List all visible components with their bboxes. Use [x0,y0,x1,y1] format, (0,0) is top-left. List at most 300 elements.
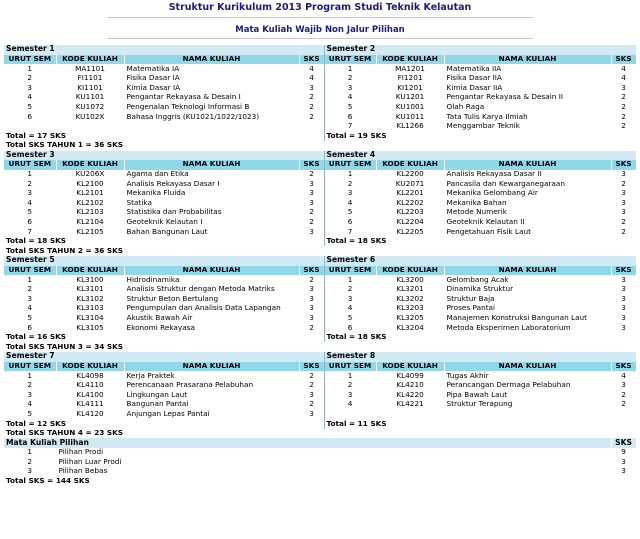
nama-kuliah-cell: Analisis Rekayasa Dasar I [124,179,299,189]
nama-kuliah-cell: Pengenalan Teknologi Informasi B [124,103,299,113]
year-total: Total SKS TAHUN 2 = 36 SKS [4,246,636,256]
column-header-row [4,266,636,276]
urut-sem-header: URUT SEM [324,55,376,65]
kode-kuliah-cell: KL3204 [376,323,444,333]
kode-kuliah-cell: KL3202 [376,294,444,304]
table-row [4,381,636,391]
kode-kuliah-header: KODE KULIAH [376,266,444,276]
urut-sem-cell: 1 [324,170,376,180]
urut-sem-cell: 1 [4,371,56,381]
sks-cell: 2 [299,93,324,103]
sks-cell: 3 [611,83,636,93]
table-row [4,93,636,103]
sks-cell: 2 [299,400,324,410]
semester-total: Total = 19 SKS [324,131,636,141]
semester-title: Semester 3 [4,151,324,161]
urut-sem-cell: 2 [4,285,56,295]
grand-total-row [4,477,636,487]
nama-kuliah-cell: Gelombang Acak [444,275,611,285]
pilihan-row [4,458,636,468]
urut-sem-cell: 2 [324,179,376,189]
sks-cell: 3 [611,285,636,295]
sks-header: SKS [299,266,324,276]
sks-cell: 4 [611,74,636,84]
urut-sem-cell: 4 [4,199,56,209]
nama-kuliah-cell: Pengantar Rekayasa & Desain I [124,93,299,103]
sks-cell: 2 [299,275,324,285]
kode-kuliah-cell: KL2102 [56,199,124,209]
nama-kuliah-cell: Pancasila dan Kewarganegaraan [444,179,611,189]
kode-kuliah-cell: KL3205 [376,314,444,324]
nama-kuliah-cell: Pengetahuan Fisik Laut [444,227,611,237]
kode-kuliah-cell: KL2103 [56,208,124,218]
semester-total: Total = 11 SKS [324,419,636,429]
kode-kuliah-cell: KL3200 [376,275,444,285]
sks-header: SKS [611,55,636,65]
kode-kuliah-cell: KL4110 [56,381,124,391]
kode-kuliah-header: KODE KULIAH [56,160,124,170]
urut-sem-cell: 7 [324,227,376,237]
nama-kuliah-cell: Mekanika Fluida [124,189,299,199]
kode-kuliah-cell: KI1201 [376,83,444,93]
nama-kuliah-cell [124,122,299,132]
urut-sem-cell: 4 [324,93,376,103]
urut-sem-cell: 4 [324,304,376,314]
kode-kuliah-cell: KL3103 [56,304,124,314]
pilihan-number-cell: 3 [4,467,56,477]
pilihan-title-row [4,438,636,448]
semester-total-row [4,131,636,141]
nama-kuliah-cell: Metode Numerik [444,208,611,218]
pilihan-row [4,448,636,458]
sks-header: SKS [299,55,324,65]
nama-kuliah-cell: Bahan Bangunan Laut [124,227,299,237]
semester-title: Semester 6 [324,256,636,266]
urut-sem-cell: 2 [324,381,376,391]
sks-cell: 4 [611,64,636,74]
curriculum-body [4,45,636,486]
table-row [4,74,636,84]
semester-total-row [4,419,636,429]
kode-kuliah-cell [376,410,444,420]
kode-kuliah-header: KODE KULIAH [56,266,124,276]
nama-kuliah-header: NAMA KULIAH [444,55,611,65]
kode-kuliah-cell: KL3102 [56,294,124,304]
urut-sem-cell: 3 [324,83,376,93]
urut-sem-cell: 5 [324,314,376,324]
table-row [4,323,636,333]
nama-kuliah-cell: Kimia Dasar IIA [444,83,611,93]
kode-kuliah-cell: KL2202 [376,199,444,209]
sks-cell: 4 [611,371,636,381]
urut-sem-cell: 4 [4,93,56,103]
column-header-row [4,55,636,65]
sks-cell: 3 [299,199,324,209]
nama-kuliah-cell: Kimia Dasar IA [124,83,299,93]
nama-kuliah-cell: Bangunan Pantai [124,400,299,410]
table-row [4,64,636,74]
curriculum-table [4,45,637,486]
urut-sem-cell [4,122,56,132]
nama-kuliah-cell: Manajemen Konstruksi Bangunan Laut [444,314,611,324]
sks-cell: 3 [299,189,324,199]
kode-kuliah-cell: KL2100 [56,179,124,189]
sks-cell: 2 [611,179,636,189]
kode-kuliah-cell: KL4099 [376,371,444,381]
nama-kuliah-cell: Statistika dan Probabilitas [124,208,299,218]
sks-cell: 2 [299,381,324,391]
kode-kuliah-cell: KL4098 [56,371,124,381]
year-total-row [4,246,636,256]
table-row [4,218,636,228]
sks-cell: 2 [611,93,636,103]
urut-sem-cell: 1 [4,275,56,285]
urut-sem-cell: 3 [324,294,376,304]
table-row [4,179,636,189]
nama-kuliah-cell: Proses Pantai [444,304,611,314]
urut-sem-cell: 3 [4,294,56,304]
kode-kuliah-cell: KL3101 [56,285,124,295]
nama-kuliah-cell: Analisis Rekayasa Dasar II [444,170,611,180]
urut-sem-cell: 1 [324,371,376,381]
kode-kuliah-cell: KU1101 [56,93,124,103]
kode-kuliah-cell: KL4220 [376,390,444,400]
kode-kuliah-cell: KU1072 [56,103,124,113]
sks-cell: 3 [611,381,636,391]
sks-cell: 3 [611,294,636,304]
semester-total: Total = 18 SKS [324,333,636,343]
kode-kuliah-header: KODE KULIAH [56,55,124,65]
kode-kuliah-cell: KL2203 [376,208,444,218]
pilihan-name-cell: Pilihan Luar Prodi [56,458,611,468]
nama-kuliah-cell: Mekanika Gelombang Air [444,189,611,199]
sks-cell: 3 [299,294,324,304]
urut-sem-cell: 5 [324,208,376,218]
urut-sem-cell: 3 [324,390,376,400]
kode-kuliah-cell [56,122,124,132]
nama-kuliah-header: NAMA KULIAH [444,362,611,372]
sks-cell: 3 [611,314,636,324]
sks-cell: 3 [611,323,636,333]
semester-total-row [4,237,636,247]
kode-kuliah-cell: KL3203 [376,304,444,314]
sks-cell [299,122,324,132]
urut-sem-cell: 4 [4,304,56,314]
nama-kuliah-cell: Struktur Terapung [444,400,611,410]
year-total: Total SKS TAHUN 4 = 23 SKS [4,429,636,439]
kode-kuliah-cell: MA1201 [376,64,444,74]
kode-kuliah-cell: KL2105 [56,227,124,237]
urut-sem-cell: 2 [4,179,56,189]
table-row [4,189,636,199]
urut-sem-cell: 4 [324,199,376,209]
pilihan-name-cell: Pilihan Prodi [56,448,611,458]
urut-sem-cell: 1 [324,275,376,285]
urut-sem-header: URUT SEM [324,362,376,372]
urut-sem-cell: 3 [324,189,376,199]
pilihan-number-cell: 1 [4,448,56,458]
urut-sem-cell: 1 [4,64,56,74]
year-total-row [4,141,636,151]
curriculum-grid [4,45,636,486]
nama-kuliah-cell: Fisika Dasar IIA [444,74,611,84]
urut-sem-cell: 7 [324,122,376,132]
sks-cell: 3 [299,227,324,237]
sks-cell: 2 [611,218,636,228]
table-row [4,83,636,93]
semester-title-row [4,151,636,161]
subtitle-divider [108,38,533,39]
table-row [4,371,636,381]
sks-cell: 2 [611,390,636,400]
kode-kuliah-cell: MA1101 [56,64,124,74]
kode-kuliah-cell: KL4100 [56,390,124,400]
table-row [4,400,636,410]
page-title: Struktur Kurikulum 2013 Program Studi Teknik Kelautan [168,2,472,13]
sks-cell: 2 [299,103,324,113]
semester-title-row [4,45,636,55]
sks-cell: 3 [299,410,324,420]
pilihan-sks-cell: 3 [611,467,636,477]
sks-cell: 3 [611,208,636,218]
sks-cell: 3 [299,390,324,400]
nama-kuliah-cell: Menggambar Teknik [444,122,611,132]
urut-sem-cell: 2 [4,74,56,84]
nama-kuliah-cell: Hidrodinamika [124,275,299,285]
pilihan-sks-cell: 3 [611,458,636,468]
kode-kuliah-cell: KL4210 [376,381,444,391]
urut-sem-cell: 6 [4,218,56,228]
sks-header: SKS [299,362,324,372]
nama-kuliah-cell: Pengantar Rekayasa & Desain II [444,93,611,103]
kode-kuliah-cell: KL4221 [376,400,444,410]
kode-kuliah-cell: KU206X [56,170,124,180]
urut-sem-cell: 6 [324,112,376,122]
table-row [4,122,636,132]
grand-total: Total SKS = 144 SKS [4,477,636,487]
nama-kuliah-cell: Kerja Praktek [124,371,299,381]
kode-kuliah-cell: KL4120 [56,410,124,420]
sks-cell: 2 [611,103,636,113]
kode-kuliah-cell: KU1001 [376,103,444,113]
urut-sem-cell: 5 [4,103,56,113]
nama-kuliah-cell: Matematika IIA [444,64,611,74]
sks-cell: 3 [611,189,636,199]
nama-kuliah-header: NAMA KULIAH [124,362,299,372]
kode-kuliah-header: KODE KULIAH [376,160,444,170]
kode-kuliah-header: KODE KULIAH [376,362,444,372]
year-total: Total SKS TAHUN 1 = 36 SKS [4,141,636,151]
urut-sem-cell: 4 [4,400,56,410]
semester-title: Semester 1 [4,45,324,55]
semester-total-row [4,333,636,343]
table-row [4,170,636,180]
semester-total: Total = 18 SKS [324,237,636,247]
nama-kuliah-header: NAMA KULIAH [124,55,299,65]
sks-cell: 4 [299,74,324,84]
year-total: Total SKS TAHUN 3 = 34 SKS [4,342,636,352]
urut-sem-cell: 2 [324,74,376,84]
kode-kuliah-cell: KL2204 [376,218,444,228]
nama-kuliah-cell: Perancangan Dermaga Pelabuhan [444,381,611,391]
semester-title: Semester 5 [4,256,324,266]
sks-cell: 3 [299,285,324,295]
table-row [4,285,636,295]
nama-kuliah-cell: Geoteknik Kelautan I [124,218,299,228]
nama-kuliah-cell: Olah Raga [444,103,611,113]
nama-kuliah-cell: Pengumpulan dan Analisis Data Lapangan [124,304,299,314]
table-row [4,103,636,113]
sks-cell: 2 [299,323,324,333]
pilihan-row [4,467,636,477]
kode-kuliah-cell: KU102X [56,112,124,122]
pilihan-title: Mata Kuliah Pilihan [4,438,611,448]
urut-sem-cell: 6 [324,323,376,333]
urut-sem-cell: 1 [324,64,376,74]
kode-kuliah-cell: KU1201 [376,93,444,103]
table-row [4,275,636,285]
semester-title: Semester 4 [324,151,636,161]
urut-sem-cell: 3 [4,83,56,93]
nama-kuliah-cell: Tugas Akhir [444,371,611,381]
kode-kuliah-cell: FI1101 [56,74,124,84]
kode-kuliah-cell: KL3100 [56,275,124,285]
nama-kuliah-cell: Ekonomi Rekayasa [124,323,299,333]
pilihan-sks-cell: 9 [611,448,636,458]
urut-sem-cell [324,410,376,420]
table-row [4,294,636,304]
kode-kuliah-header: KODE KULIAH [56,362,124,372]
semester-total: Total = 18 SKS [4,237,324,247]
table-row [4,304,636,314]
pilihan-name-cell: Pilihan Bebas [56,467,611,477]
sks-cell: 2 [611,112,636,122]
urut-sem-header: URUT SEM [324,160,376,170]
nama-kuliah-cell: Dinamika Struktur [444,285,611,295]
sks-cell: 2 [299,170,324,180]
kode-kuliah-header: KODE KULIAH [376,55,444,65]
kode-kuliah-cell: KL3201 [376,285,444,295]
kode-kuliah-cell: KL3105 [56,323,124,333]
urut-sem-cell: 2 [324,285,376,295]
kode-kuliah-cell: KU2071 [376,179,444,189]
kode-kuliah-cell: KU1011 [376,112,444,122]
sks-cell: 3 [611,199,636,209]
kode-kuliah-cell: KL2200 [376,170,444,180]
kode-kuliah-cell: KL2201 [376,189,444,199]
sks-cell: 2 [611,227,636,237]
urut-sem-cell: 3 [4,189,56,199]
nama-kuliah-cell: Struktur Baja [444,294,611,304]
nama-kuliah-header: NAMA KULIAH [124,266,299,276]
sks-header: SKS [611,266,636,276]
sks-header: SKS [611,362,636,372]
urut-sem-cell: 4 [324,400,376,410]
nama-kuliah-cell: Tata Tulis Karya Ilmiah [444,112,611,122]
nama-kuliah-cell: Matematika IA [124,64,299,74]
table-row [4,208,636,218]
kode-kuliah-cell: FI1201 [376,74,444,84]
nama-kuliah-cell [444,410,611,420]
sks-header: SKS [611,160,636,170]
semester-total: Total = 12 SKS [4,419,324,429]
urut-sem-header: URUT SEM [4,362,56,372]
nama-kuliah-header: NAMA KULIAH [444,266,611,276]
urut-sem-cell: 5 [4,314,56,324]
nama-kuliah-header: NAMA KULIAH [444,160,611,170]
nama-kuliah-cell: Bahasa Inggris (KU1021/1022/1023) [124,112,299,122]
sks-cell [611,410,636,420]
urut-sem-cell: 7 [4,227,56,237]
table-row [4,410,636,420]
urut-sem-header: URUT SEM [4,266,56,276]
nama-kuliah-cell: Statika [124,199,299,209]
urut-sem-header: URUT SEM [4,160,56,170]
pilihan-number-cell: 2 [4,458,56,468]
kode-kuliah-cell: KL2205 [376,227,444,237]
semester-title: Semester 7 [4,352,324,362]
kode-kuliah-cell: KL3104 [56,314,124,324]
nama-kuliah-cell: Agama dan Etika [124,170,299,180]
urut-sem-cell: 1 [4,170,56,180]
page-subtitle: Mata Kuliah Wajib Non Jalur Pilihan [235,25,405,35]
kode-kuliah-cell: KI1101 [56,83,124,93]
nama-kuliah-cell: Anjungan Lepas Pantai [124,410,299,420]
table-row [4,314,636,324]
kode-kuliah-cell: KL1266 [376,122,444,132]
table-row [4,390,636,400]
urut-sem-header: URUT SEM [324,266,376,276]
kode-kuliah-cell: KL4111 [56,400,124,410]
sks-header: SKS [299,160,324,170]
title-divider [108,17,533,18]
semester-title-row [4,352,636,362]
nama-kuliah-cell: Pipa Bawah Laut [444,390,611,400]
table-row [4,112,636,122]
nama-kuliah-cell: Fisika Dasar IA [124,74,299,84]
pilihan-sks-header: SKS [611,438,636,448]
table-row [4,227,636,237]
column-header-row [4,160,636,170]
year-total-row [4,342,636,352]
semester-title: Semester 2 [324,45,636,55]
sks-cell: 3 [299,179,324,189]
nama-kuliah-cell: Lingkungan Laut [124,390,299,400]
nama-kuliah-cell: Geoteknik Kelautan II [444,218,611,228]
semester-total: Total = 17 SKS [4,131,324,141]
semester-total: Total = 16 SKS [4,333,324,343]
urut-sem-cell: 6 [4,112,56,122]
urut-sem-cell: 3 [4,390,56,400]
sks-cell: 2 [611,122,636,132]
sks-cell: 2 [299,112,324,122]
sks-cell: 2 [299,218,324,228]
year-total-row [4,429,636,439]
nama-kuliah-cell: Struktur Beton Bertulang [124,294,299,304]
column-header-row [4,362,636,372]
nama-kuliah-cell: Perencanaan Prasarana Pelabuhan [124,381,299,391]
urut-sem-cell: 5 [324,103,376,113]
sks-cell: 3 [611,170,636,180]
sks-cell: 2 [611,400,636,410]
table-row [4,199,636,209]
sks-cell: 3 [299,304,324,314]
urut-sem-cell: 5 [4,208,56,218]
urut-sem-header: URUT SEM [4,55,56,65]
sks-cell: 3 [299,314,324,324]
nama-kuliah-cell: Metoda Eksperimen Laboratorium [444,323,611,333]
semester-title: Semester 8 [324,352,636,362]
